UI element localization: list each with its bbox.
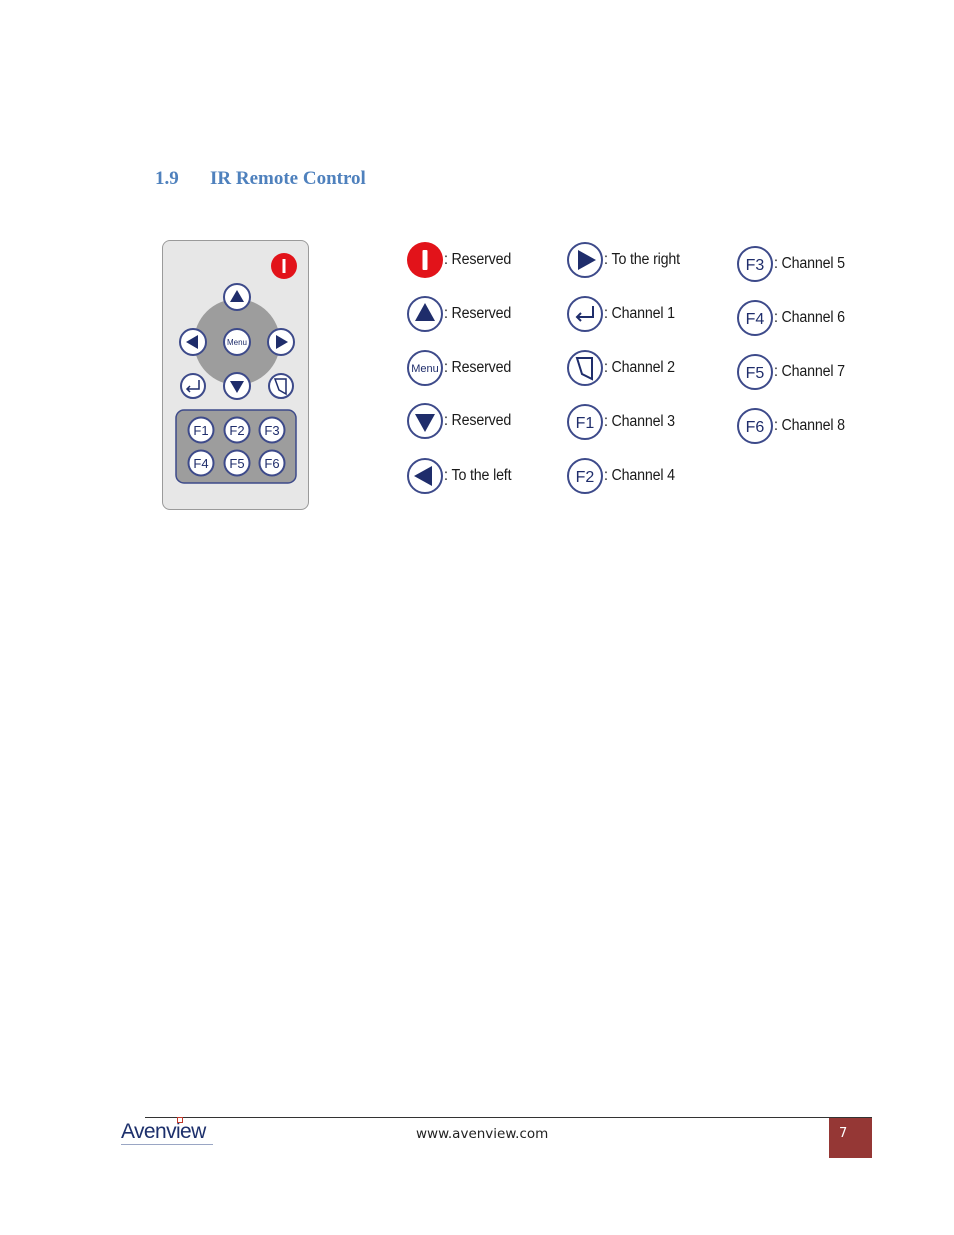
f1-icon-label: F1 xyxy=(575,415,595,432)
legend-power xyxy=(406,240,517,280)
f3-button xyxy=(260,418,285,443)
logo-mark-icon xyxy=(177,1117,183,1123)
section-heading xyxy=(155,168,366,190)
f4-button xyxy=(189,451,214,476)
f2-icon xyxy=(566,457,604,495)
legend-up xyxy=(406,294,517,334)
legend-f4-text: Channel 6 xyxy=(781,309,845,326)
enter-button xyxy=(181,374,205,398)
down-arrow-icon xyxy=(406,402,444,440)
legend-f3 xyxy=(736,244,851,284)
legend-left xyxy=(406,456,517,496)
legend-exit-text: Channel 2 xyxy=(611,359,675,376)
f6-icon-label: F6 xyxy=(745,419,765,436)
footer-url: www.avenview.com xyxy=(416,1126,549,1142)
logo-text: Avenview xyxy=(121,1120,206,1143)
footer-divider xyxy=(145,1117,872,1118)
logo-underline xyxy=(121,1144,213,1145)
menu-button-label: Menu xyxy=(226,338,248,347)
function-key-panel xyxy=(176,410,296,483)
f1-label: F1 xyxy=(193,423,209,438)
f3-label: F3 xyxy=(264,423,280,438)
f6-icon xyxy=(736,407,774,445)
f5-label: F5 xyxy=(229,456,245,471)
f2-label: F2 xyxy=(229,423,245,438)
legend-f2 xyxy=(566,456,681,496)
legend-left-label: : To the left xyxy=(444,467,512,484)
f4-icon-label: F4 xyxy=(745,311,765,328)
f2-icon-label: F2 xyxy=(575,469,595,486)
page-number: 7 xyxy=(829,1118,872,1158)
remote-control-illustration xyxy=(162,240,309,510)
up-arrow-icon xyxy=(406,295,444,333)
avenview-logo xyxy=(121,1120,206,1144)
legend-f5-text: Channel 7 xyxy=(781,363,845,380)
left-arrow-icon xyxy=(406,457,444,495)
f3-icon-label: F3 xyxy=(745,257,765,274)
menu-icon-label: Menu xyxy=(411,363,439,375)
f5-icon xyxy=(736,353,774,391)
legend-f2-text: Channel 4 xyxy=(611,467,675,484)
right-button xyxy=(268,329,294,355)
f1-button xyxy=(189,418,214,443)
f6-button xyxy=(260,451,285,476)
menu-icon xyxy=(406,349,444,387)
legend-down-label: : Reserved xyxy=(444,412,512,429)
power-icon xyxy=(406,241,444,279)
legend-f3-label: : Channel 5 xyxy=(774,255,845,272)
legend-f5 xyxy=(736,352,851,392)
f5-button xyxy=(225,451,250,476)
legend-f1-label: : Channel 3 xyxy=(604,413,675,430)
left-button xyxy=(180,329,206,355)
legend-down-text: Reserved xyxy=(451,412,512,429)
legend-right-text: To the right xyxy=(611,251,680,268)
legend-enter xyxy=(566,294,681,334)
f6-label: F6 xyxy=(264,456,280,471)
f2-button xyxy=(225,418,250,443)
f4-label: F4 xyxy=(193,456,209,471)
legend-f5-label: : Channel 7 xyxy=(774,363,845,380)
legend-right-label: : To the right xyxy=(604,251,680,268)
legend-power-text: Reserved xyxy=(451,251,512,268)
legend-f4-label: : Channel 6 xyxy=(774,309,845,326)
right-arrow-icon xyxy=(566,241,604,279)
legend-up-label: : Reserved xyxy=(444,305,512,322)
legend-exit xyxy=(566,348,681,388)
legend-enter-label: : Channel 1 xyxy=(604,305,675,322)
up-button xyxy=(224,284,250,310)
legend-exit-label: : Channel 2 xyxy=(604,359,675,376)
legend-f4 xyxy=(736,298,851,338)
remote-control-drawing xyxy=(163,241,310,511)
section-title: IR Remote Control xyxy=(210,168,366,189)
enter-icon xyxy=(566,295,604,333)
legend-f6-label: : Channel 8 xyxy=(774,417,845,434)
legend-f1 xyxy=(566,402,681,442)
legend-menu-text: Reserved xyxy=(451,359,512,376)
f4-icon xyxy=(736,299,774,337)
legend-right xyxy=(566,240,687,280)
legend-power-label: : Reserved xyxy=(444,251,512,268)
f5-icon-label: F5 xyxy=(745,365,765,382)
exit-icon xyxy=(566,349,604,387)
down-button xyxy=(224,373,250,399)
legend-f1-text: Channel 3 xyxy=(611,413,675,430)
power-button xyxy=(271,253,297,279)
legend-left-text: To the left xyxy=(451,467,512,484)
legend-f2-label: : Channel 4 xyxy=(604,467,675,484)
menu-button xyxy=(224,329,250,355)
legend-menu xyxy=(406,348,517,388)
section-number: 1.9 xyxy=(155,168,179,189)
f3-icon xyxy=(736,245,774,283)
legend-up-text: Reserved xyxy=(451,305,512,322)
legend-f6 xyxy=(736,406,851,446)
legend-enter-text: Channel 1 xyxy=(611,305,675,322)
f1-icon xyxy=(566,403,604,441)
legend-menu-label: : Reserved xyxy=(444,359,512,376)
legend-down xyxy=(406,401,517,441)
exit-button xyxy=(269,374,293,398)
legend-f3-text: Channel 5 xyxy=(781,255,845,272)
legend-f6-text: Channel 8 xyxy=(781,417,845,434)
